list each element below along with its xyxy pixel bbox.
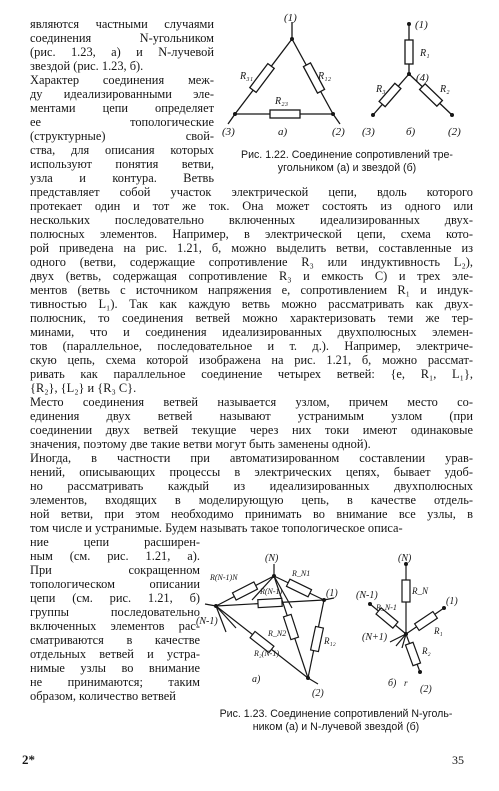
resistor-r3-label: R₃: [376, 84, 386, 95]
text-line: представляет собой участок электрической цепи, вдоль которого: [30, 185, 473, 199]
text-line: ным (см. рис. 1.21, а).: [30, 549, 200, 563]
text-line: включенных элементов рас-: [30, 619, 200, 633]
full-width-text: [30, 185, 473, 535]
figure-1-22-a: [220, 12, 350, 137]
node-2-label: (2): [448, 126, 461, 137]
text-line: скую цепь, схема которой изображена на рис. 1.21, б, можно рассмат-: [30, 353, 473, 367]
text-line: Характер соединения меж-: [30, 73, 214, 87]
text-line: ства, для описания которых: [30, 143, 214, 157]
text-line: минами, что и соединения идеализированных двухполюсных элемен-: [30, 325, 473, 339]
text-line: ду идеализированными эле-: [30, 87, 214, 101]
resistor-r23-label: R₂₃: [275, 96, 289, 107]
node-2-label: (2): [420, 684, 432, 695]
text-line: (структурные) свой-: [30, 129, 214, 143]
resistor-r2n1-label: R₂(N-1): [254, 649, 279, 658]
text-line: не принимаются; таким: [30, 675, 200, 689]
node-1-label: (1): [446, 596, 458, 607]
text-line: узла и контура. Ветвь: [30, 171, 214, 185]
text-line: ривать как параллельное соединение четырех ветвей: {e, R₁, L₁},: [30, 367, 473, 381]
caption-line: Рис. 1.22. Соединение сопротивлений тре-: [241, 149, 453, 161]
node-4-label: (4): [416, 72, 429, 84]
text-line: {R₂}, {L₂} и {R₃ C}.: [30, 381, 137, 395]
text-line: нескольких последовательно включенных идеализированных двух-: [30, 213, 473, 227]
resistor-rn-label: R_N: [412, 586, 429, 596]
resistor-r2-label: R₂: [440, 84, 450, 95]
resistor-r2-label: R₂: [422, 646, 431, 656]
node-1-label: (1): [284, 12, 297, 24]
text-line: рой приведена на рис. 1.21, б, можно выделить ветви, составленные из: [30, 241, 473, 255]
node-1-label: (1): [326, 588, 338, 599]
left-column-bottom-text: [30, 535, 200, 703]
figure-1-23-b: [356, 548, 476, 700]
caption-line: ником (а) и N-лучевой звездой (б): [252, 720, 420, 733]
text-line: ние цепи расширен-: [30, 535, 200, 549]
left-column-top-text: [30, 17, 214, 185]
text-line: элементов, входящих в моделирующую цепь, в качестве отдель-: [30, 493, 473, 507]
text-line: протекает один и тот же ток. Она может состоять из одного или: [30, 199, 473, 213]
caption-line: Рис. 1.23. Соединение сопротивлений N-уголь-: [219, 708, 453, 720]
text-line: используют понятия ветви,: [30, 157, 214, 171]
node-2-label: (2): [332, 126, 345, 137]
subfigure-b-label: б): [406, 126, 416, 137]
signature-mark: 2*: [22, 752, 35, 767]
text-line: соединении двух ветвей текущие через них токи имеют одинаковые: [30, 423, 473, 437]
text-line: Иногда, в частности при автоматизированном составлении урав-: [30, 451, 473, 465]
text-line: отдельных ветвей и устра-: [30, 647, 200, 661]
resistor-rn2-label: R_N2: [268, 629, 287, 638]
caption-line: угольником (а) и звездой (б): [277, 161, 417, 174]
node-1-label: (1): [415, 19, 428, 31]
text-line: сматриваются в качестве: [30, 633, 200, 647]
figure-1-22-caption: [222, 149, 472, 174]
resistor-r12-label: R₁₂: [324, 636, 336, 646]
text-line: ее топологические: [30, 115, 214, 129]
resistor-rn1-label: R_N1: [292, 569, 311, 578]
resistor-r12-label: R₁₂: [318, 71, 332, 82]
subfigure-b-label: б): [388, 678, 397, 689]
text-line: значения, поэтому две такие ветви могут быть заменены одной).: [30, 437, 371, 451]
node-n-label: (N): [398, 553, 412, 564]
resistor-r31-label: R₃₁: [240, 71, 254, 82]
text-line: нений, описывающих процессы в электрических цепях, бывает удоб-: [30, 465, 473, 479]
figure-1-23-caption: [198, 708, 474, 733]
text-line: При сокращенном: [30, 563, 200, 577]
figure-1-23-a: [196, 548, 356, 700]
node-n-minus-1-label: (N-1): [196, 616, 218, 627]
node-3-label: (3): [222, 126, 235, 137]
text-line: тов (параллельное, последовательное и т. д.). Например, электриче-: [30, 339, 473, 353]
text-line: являются частными случаями: [30, 17, 214, 31]
text-line: нимые узлы во внимание: [30, 661, 200, 675]
text-line: звездой (рис. 1.23, б).: [30, 59, 144, 73]
resistor-r1-label: R₁: [420, 48, 430, 59]
subfigure-a-label: а): [278, 126, 288, 137]
text-line: ментами цепи определяет: [30, 101, 214, 115]
text-line: двух (ветвь, содержащая сопротивление R₃ и емкость C) и трех эле-: [30, 269, 473, 283]
node-n-label: (N): [265, 553, 279, 564]
resistor-rnm1-label: R_N-1: [376, 603, 397, 612]
text-line: ментов (ветвь с источником напряжения e, сопротивлением R₁ и индук-: [30, 283, 473, 297]
node-3-label: (3): [362, 126, 375, 137]
text-line: цепи (см. рис. 1.21, б): [30, 591, 200, 605]
node-n-plus-1-label: (N+1): [362, 632, 388, 643]
node-n-minus-1-label: (N-1): [356, 590, 378, 601]
page-number: 35: [452, 753, 464, 767]
text-line: том числе и устранимые. Будем называть такое топологическое описа-: [30, 521, 403, 535]
resistor-rnm1-label: R(N-1): [260, 587, 283, 596]
text-line: полюсных элементов. Например, в электрической цепи, схема кото-: [30, 227, 473, 241]
text-line: образом, количество ветвей: [30, 689, 176, 703]
text-line: но рассматривать каждый из идеализированных двухполюсных: [30, 479, 473, 493]
subfigure-a-label: а): [252, 674, 261, 685]
text-line: одного (ветви, содержащие сопротивление R₃ или индуктивность L₂),: [30, 255, 473, 269]
text-line: полюсник, то соединения ветвей можно характеризовать теми же тер-: [30, 311, 473, 325]
text-line: (рис. 1.23, а) и N-лучевой: [30, 45, 214, 59]
figure-1-22-b: [360, 12, 475, 137]
text-line: ной ветви, при этом необходимо принимать во внимание все узлы, в: [30, 507, 473, 521]
text-line: тивностью L₁). Так как каждую ветвь можно рассматривать как двух-: [30, 297, 473, 311]
text-line: соединения N-угольником: [30, 31, 214, 45]
text-line: группы последовательно: [30, 605, 200, 619]
resistor-r1-label: R₁: [434, 626, 443, 636]
text-line: Место соединения ветвей называется узлом, причем место со-: [30, 395, 473, 409]
resistor-rn1n-label: R(N-1)N: [210, 573, 238, 582]
text-line: единения двух ветвей называют устранимым узлом (при: [30, 409, 473, 423]
node-2-label: (2): [312, 688, 324, 699]
text-line: топологическом описании: [30, 577, 200, 591]
stray-mark: r: [404, 678, 408, 688]
